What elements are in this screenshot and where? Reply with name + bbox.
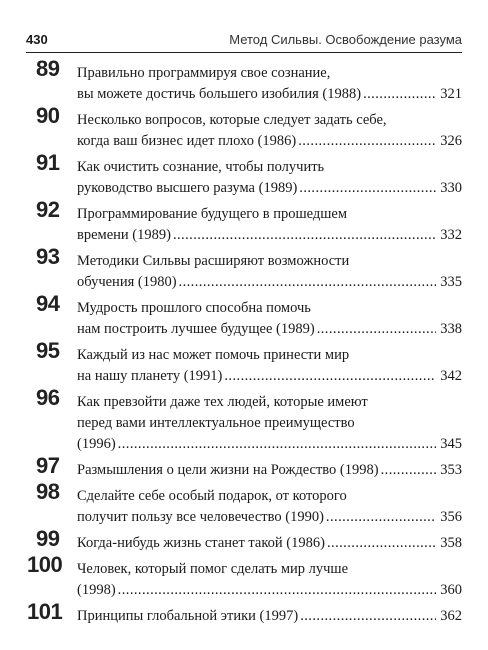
title-last-line: [77, 131, 462, 152]
title-last-line: [77, 606, 462, 627]
chapter-number: 96: [36, 385, 60, 410]
title-line: когда ваш бизнес идет плохо (1986): [77, 133, 297, 149]
title-line: Методики Сильвы расширяют возможности: [77, 253, 350, 269]
chapter-title: [77, 554, 462, 601]
chapter-title: [77, 528, 462, 554]
title-last-line: [77, 319, 462, 340]
running-title: Метод Сильвы. Освобождение разума: [229, 32, 462, 47]
chapter-title: [77, 246, 462, 293]
title-last-line: [77, 580, 462, 601]
chapter-title: [77, 387, 462, 455]
page-header: [26, 28, 462, 53]
title-line: Принципы глобальной этики (1997): [77, 608, 299, 624]
page-ref: 345: [440, 436, 462, 452]
title-line: руководство высшего разума (1989): [77, 180, 298, 196]
dot-leader: [173, 225, 436, 246]
toc-entry: [26, 152, 462, 199]
title-last-line: [77, 225, 462, 246]
title-line: Правильно программируя свое сознание,: [77, 65, 331, 81]
title-last-line: [77, 507, 462, 528]
title-last-line: [77, 533, 462, 554]
chapter-title: [77, 293, 462, 340]
dot-leader: [363, 84, 436, 105]
title-line: Человек, который помог сделать мир лучше: [77, 561, 349, 577]
title-last-line: [77, 84, 462, 105]
dot-leader: [300, 606, 436, 627]
page-ref: 335: [440, 274, 462, 290]
title-last-line: [77, 178, 462, 199]
title-line: нам построить лучшее будущее (1989): [77, 321, 315, 337]
chapter-number: 90: [36, 103, 60, 128]
chapter-number: 92: [36, 197, 60, 222]
chapter-title: [77, 601, 462, 627]
toc-entry: [26, 481, 462, 528]
title-line: Как очистить сознание, чтобы получить: [77, 159, 325, 175]
page-ref: 360: [440, 582, 462, 598]
chapter-title: [77, 199, 462, 246]
page-ref: 353: [440, 462, 462, 478]
chapter-number: 89: [36, 56, 60, 81]
title-line: (1998): [77, 582, 116, 598]
title-line: Несколько вопросов, которые следует задать себе,: [77, 112, 387, 128]
chapter-number: 95: [36, 338, 60, 363]
title-last-line: [77, 434, 462, 455]
title-last-line: [77, 366, 462, 387]
dot-leader: [327, 533, 436, 554]
dot-leader: [326, 507, 436, 528]
title-line: Как превзойти даже тех людей, которые имеют: [77, 394, 368, 410]
chapter-title: [77, 481, 462, 528]
page-ref: 356: [440, 509, 462, 525]
title-line: Сделайте себе особый подарок, от которого: [77, 488, 347, 504]
page-ref: 330: [440, 180, 462, 196]
page-ref: 321: [440, 86, 462, 102]
toc-entry: [26, 340, 462, 387]
chapter-title: [77, 455, 462, 481]
dot-leader: [118, 434, 437, 455]
page-ref: 362: [440, 608, 462, 624]
toc-entry: [26, 601, 462, 627]
toc-entry: [26, 293, 462, 340]
title-line: вы можете достичь большего изобилия (1988): [77, 86, 362, 102]
toc-entry: [26, 528, 462, 554]
chapter-number: 100: [27, 552, 63, 577]
toc-entry: [26, 105, 462, 152]
table-of-contents: [26, 58, 462, 627]
page-ref: 338: [440, 321, 462, 337]
page-ref: 358: [440, 535, 462, 551]
chapter-number: 94: [36, 291, 60, 316]
title-line: перед вами интеллектуальное преимущество: [77, 415, 355, 431]
title-line: (1996): [77, 436, 116, 452]
chapter-title: [77, 105, 462, 152]
title-last-line: [77, 460, 462, 481]
title-line: получит пользу все человечество (1990): [77, 509, 324, 525]
dot-leader: [224, 366, 436, 387]
chapter-title: [77, 58, 462, 105]
toc-entry: [26, 554, 462, 601]
title-line: Программирование будущего в прошедшем: [77, 206, 348, 222]
dot-leader: [299, 178, 436, 199]
title-line: на нашу планету (1991): [77, 368, 223, 384]
chapter-number: 101: [27, 599, 63, 624]
page-number: 430: [26, 32, 48, 47]
title-line: Каждый из нас может помочь принести мир: [77, 347, 350, 363]
chapter-title: [77, 152, 462, 199]
toc-entry: [26, 199, 462, 246]
title-line: Мудрость прошлого способна помочь: [77, 300, 311, 316]
chapter-title: [77, 340, 462, 387]
toc-entry: [26, 455, 462, 481]
dot-leader: [317, 319, 437, 340]
title-last-line: [77, 272, 462, 293]
chapter-number: 93: [36, 244, 60, 269]
toc-entry: [26, 387, 462, 455]
dot-leader: [298, 131, 436, 152]
page-ref: 342: [440, 368, 462, 384]
page-ref: 326: [440, 133, 462, 149]
page-ref: 332: [440, 227, 462, 243]
dot-leader: [179, 272, 437, 293]
dot-leader: [381, 460, 437, 481]
title-line: времени (1989): [77, 227, 171, 243]
title-line: Размышления о цели жизни на Рождество (1998): [77, 462, 379, 478]
dot-leader: [118, 580, 437, 601]
chapter-number: 98: [36, 479, 60, 504]
chapter-number: 99: [36, 526, 60, 551]
chapter-number: 91: [36, 150, 60, 175]
title-line: Когда-нибудь жизнь станет такой (1986): [77, 535, 325, 551]
toc-entry: [26, 246, 462, 293]
title-line: обучения (1980): [77, 274, 177, 290]
toc-entry: [26, 58, 462, 105]
chapter-number: 97: [36, 453, 60, 478]
